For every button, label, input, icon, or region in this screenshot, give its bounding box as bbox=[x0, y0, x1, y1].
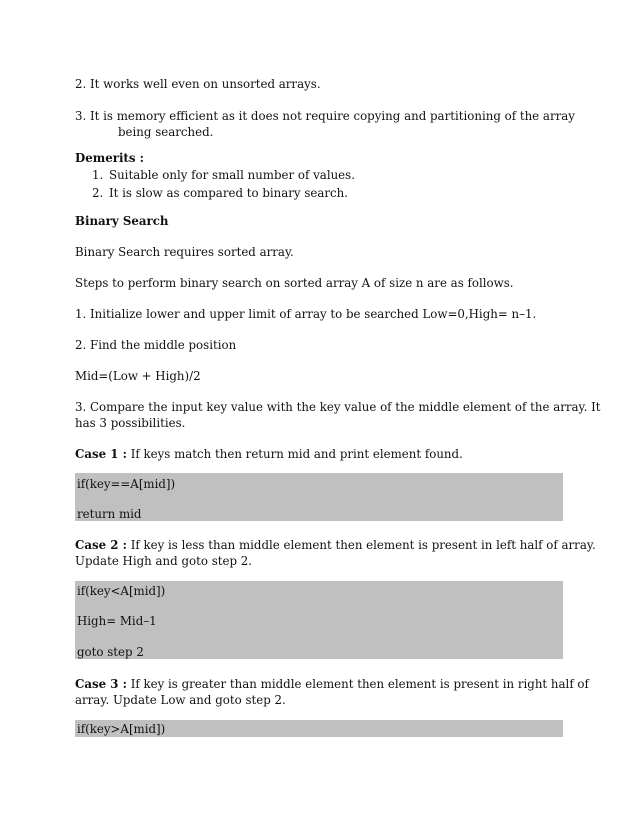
demerit-1-number: 1. bbox=[92, 168, 104, 182]
case-3-text: If key is greater than middle element then element is present in right half of bbox=[126, 677, 589, 691]
case-1-label: Case 1 : bbox=[75, 447, 127, 461]
demerit-2-number: 2. bbox=[92, 186, 104, 200]
code-line: if(key>A[mid]) bbox=[77, 722, 166, 736]
case-3-description bbox=[75, 677, 589, 691]
case-2-label: Case 2 : bbox=[75, 538, 127, 552]
code-line: High= Mid–1 bbox=[77, 614, 157, 628]
case-2-description bbox=[75, 538, 596, 552]
code-line: return mid bbox=[77, 507, 142, 521]
step-2-text: 2. Find the middle position bbox=[75, 338, 237, 352]
case-1-code-block bbox=[75, 473, 563, 521]
step-3-continuation: has 3 possibilities. bbox=[75, 416, 186, 430]
mid-formula: Mid=(Low + High)/2 bbox=[75, 369, 201, 383]
step-3-text: 3. Compare the input key value with the key value of the middle element of the array. It bbox=[75, 400, 601, 414]
case-2-code-block bbox=[75, 581, 563, 659]
case-3-code-block bbox=[75, 720, 563, 737]
case-3-label: Case 3 : bbox=[75, 677, 127, 691]
steps-intro: Steps to perform binary search on sorted array A of size n are as follows. bbox=[75, 276, 514, 290]
case-1-description bbox=[75, 447, 463, 461]
merit-3-text: 3. It is memory efficient as it does not require copying and partitioning of the array bbox=[75, 109, 575, 123]
demerits-heading: Demerits : bbox=[75, 151, 144, 165]
code-line: if(key==A[mid]) bbox=[77, 477, 176, 491]
case-3-continuation: array. Update Low and goto step 2. bbox=[75, 693, 286, 707]
case-2-continuation: Update High and goto step 2. bbox=[75, 554, 253, 568]
merit-3-continuation: being searched. bbox=[118, 125, 214, 139]
code-line: if(key<A[mid]) bbox=[77, 584, 166, 598]
merit-2-text: 2. It works well even on unsorted arrays. bbox=[75, 77, 321, 91]
case-1-text: If keys match then return mid and print element found. bbox=[126, 447, 463, 461]
step-1-text: 1. Initialize lower and upper limit of array to be searched Low=0,High= n–1. bbox=[75, 307, 537, 321]
case-2-text: If key is less than middle element then element is present in left half of array. bbox=[126, 538, 596, 552]
demerit-2-text: It is slow as compared to binary search. bbox=[109, 186, 349, 200]
demerit-1-text: Suitable only for small number of values. bbox=[109, 168, 355, 182]
code-line: goto step 2 bbox=[77, 645, 144, 659]
binary-search-requirement: Binary Search requires sorted array. bbox=[75, 245, 294, 259]
binary-search-heading: Binary Search bbox=[75, 214, 169, 228]
